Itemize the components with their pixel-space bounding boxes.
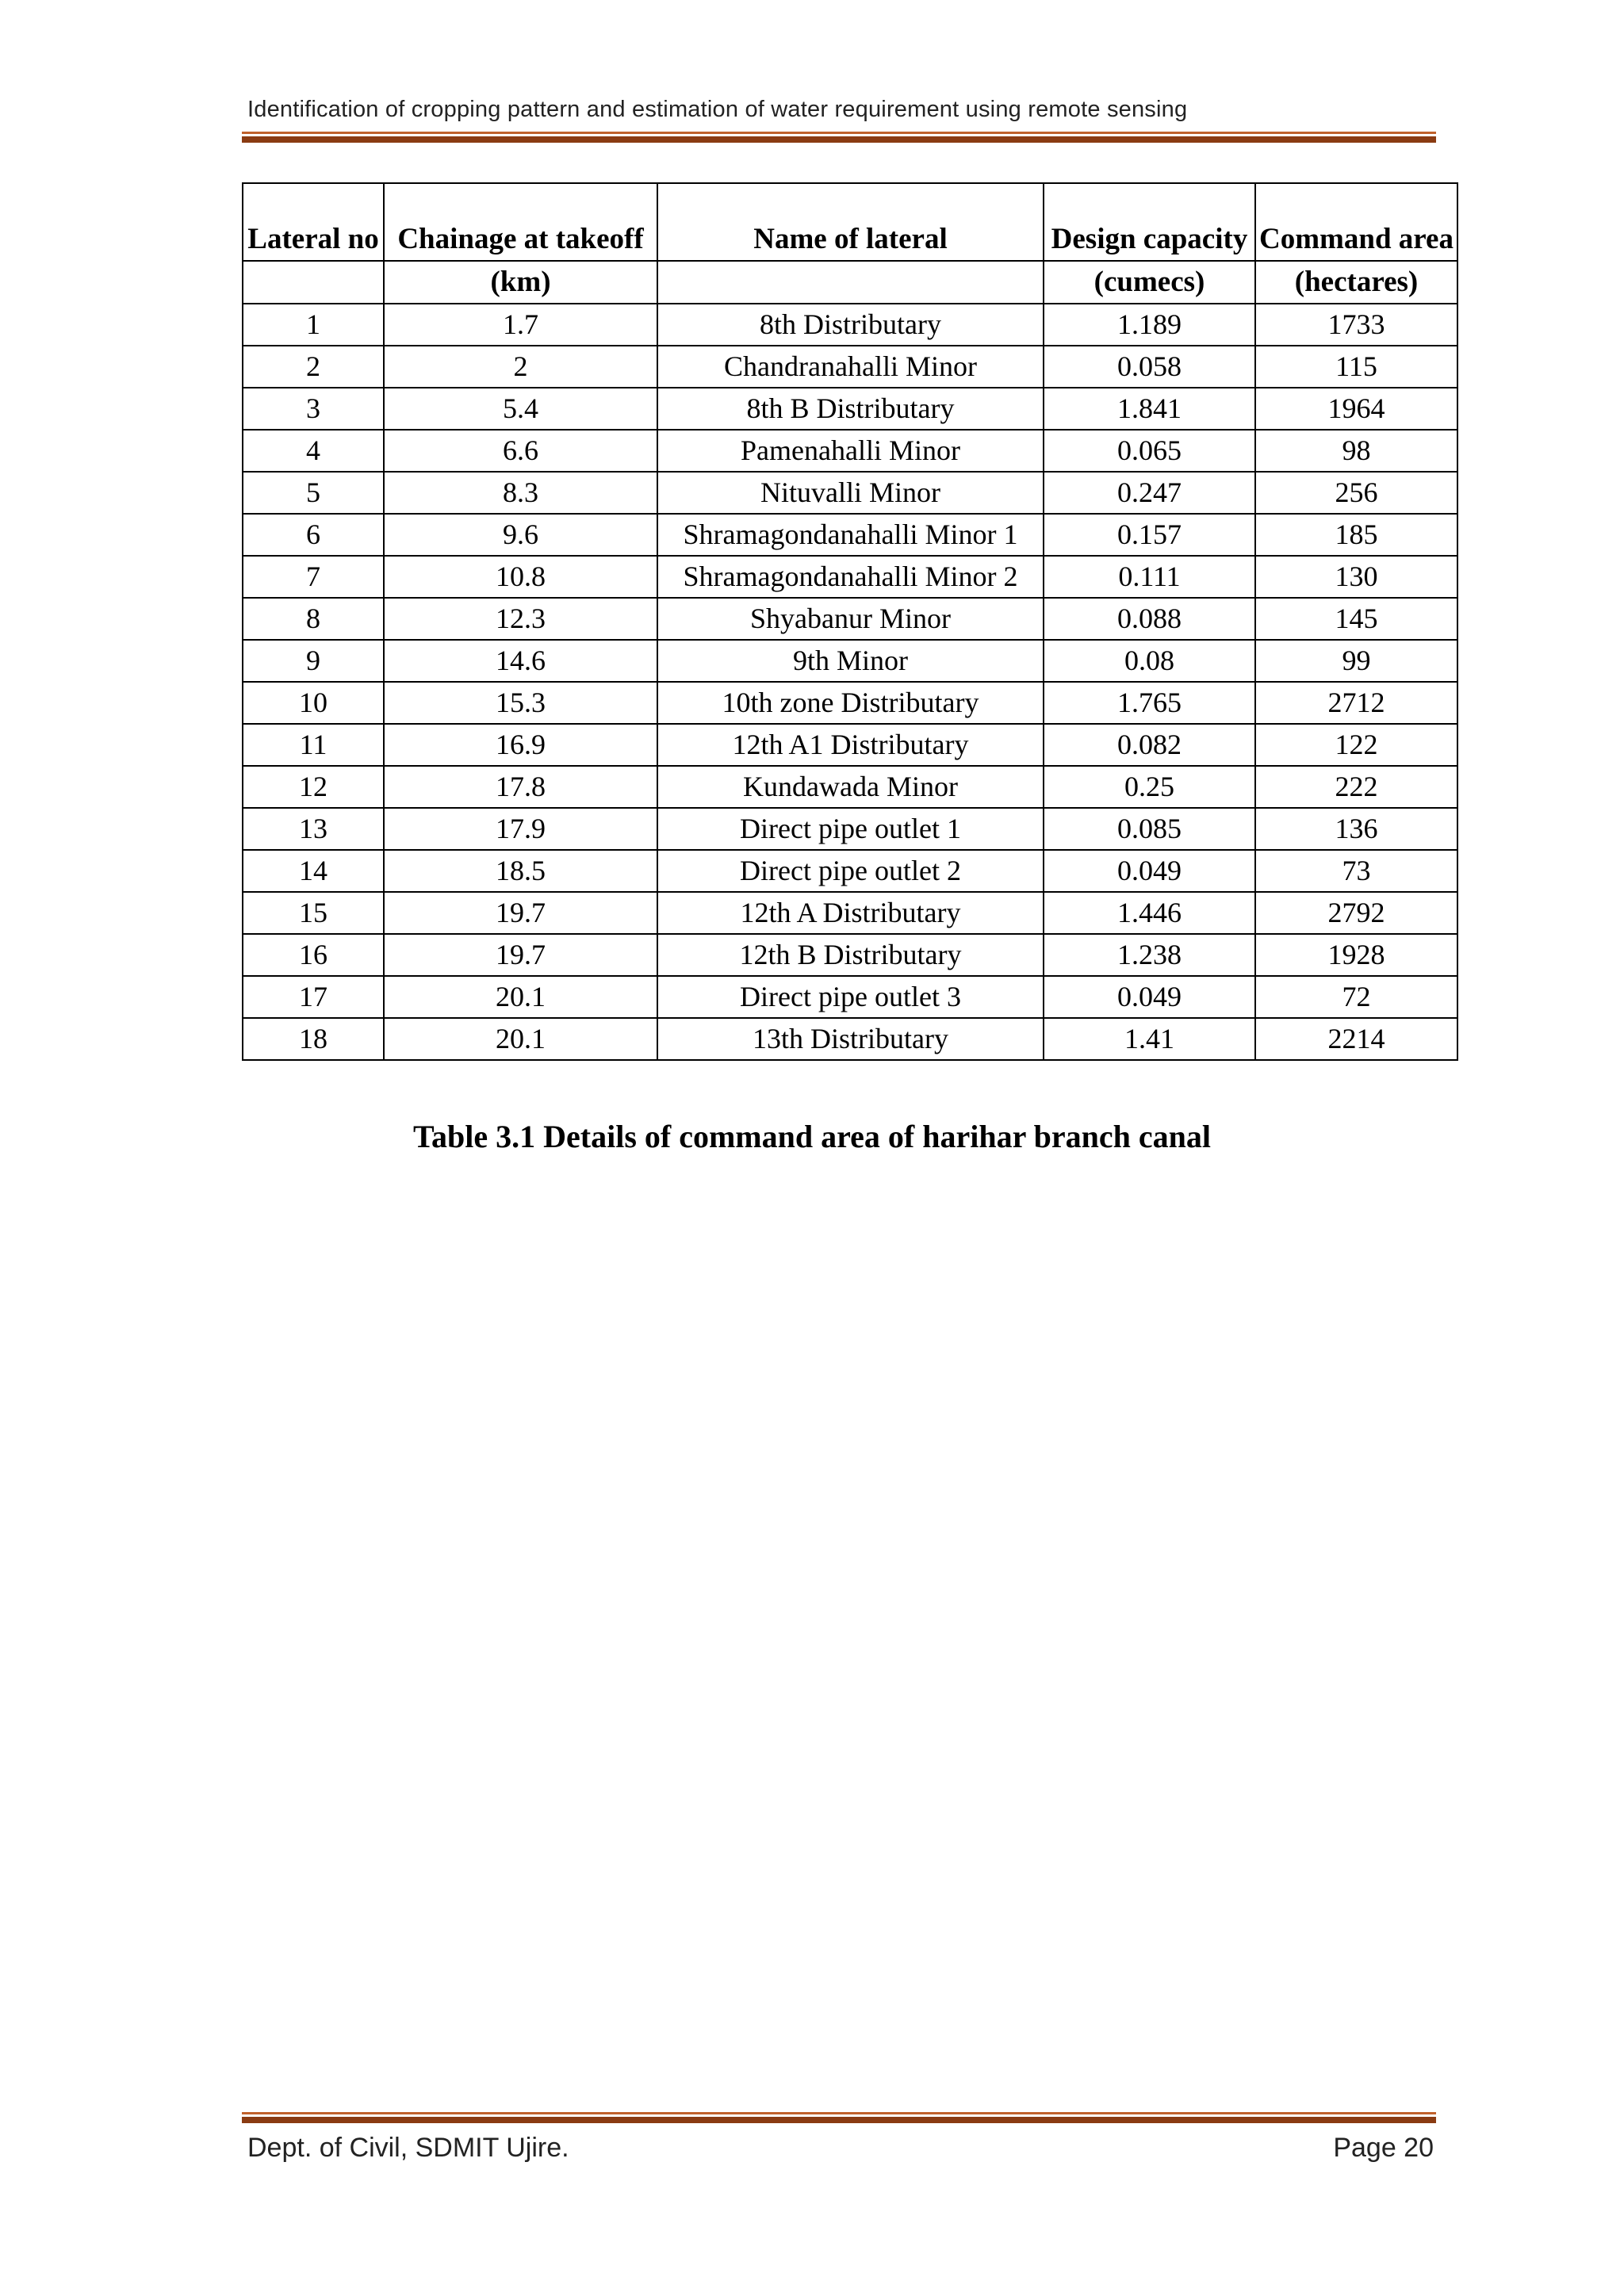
table-row (243, 892, 1457, 934)
cell-command-area: 2792 (1255, 892, 1457, 934)
table-row (243, 346, 1457, 388)
cell-name: 8th Distributary (657, 304, 1044, 346)
cell-design-capacity: 0.082 (1044, 724, 1255, 766)
cell-lateral-no: 14 (243, 850, 384, 892)
table-units-row (243, 261, 1457, 304)
table-row (243, 388, 1457, 430)
table-header-row (243, 183, 1457, 261)
header-chainage: Chainage at takeoff (384, 183, 657, 261)
cell-chainage: 19.7 (384, 892, 657, 934)
cell-chainage: 20.1 (384, 976, 657, 1018)
cell-command-area: 122 (1255, 724, 1457, 766)
cell-command-area: 1733 (1255, 304, 1457, 346)
cell-chainage: 2 (384, 346, 657, 388)
cell-command-area: 130 (1255, 556, 1457, 598)
header-lateral-no: Lateral no (243, 183, 384, 261)
cell-design-capacity: 0.25 (1044, 766, 1255, 808)
unit-command-area: (hectares) (1255, 261, 1457, 304)
cell-command-area: 115 (1255, 346, 1457, 388)
cell-design-capacity: 0.247 (1044, 472, 1255, 514)
cell-name: Shyabanur Minor (657, 598, 1044, 640)
cell-lateral-no: 7 (243, 556, 384, 598)
footer-department: Dept. of Civil, SDMIT Ujire. (247, 2133, 569, 2163)
table-row (243, 724, 1457, 766)
cell-name: 12th A1 Distributary (657, 724, 1044, 766)
cell-lateral-no: 5 (243, 472, 384, 514)
cell-command-area: 136 (1255, 808, 1457, 850)
cell-lateral-no: 4 (243, 430, 384, 472)
cell-command-area: 72 (1255, 976, 1457, 1018)
table-row (243, 556, 1457, 598)
cell-chainage: 15.3 (384, 682, 657, 724)
cell-lateral-no: 2 (243, 346, 384, 388)
cell-lateral-no: 16 (243, 934, 384, 976)
table-row (243, 766, 1457, 808)
cell-chainage: 14.6 (384, 640, 657, 682)
cell-lateral-no: 12 (243, 766, 384, 808)
cell-chainage: 17.9 (384, 808, 657, 850)
cell-design-capacity: 0.088 (1044, 598, 1255, 640)
table-row (243, 976, 1457, 1018)
cell-lateral-no: 3 (243, 388, 384, 430)
cell-name: Direct pipe outlet 3 (657, 976, 1044, 1018)
table-row (243, 808, 1457, 850)
table-row (243, 514, 1457, 556)
cell-name: Shramagondanahalli Minor 2 (657, 556, 1044, 598)
cell-name: Nituvalli Minor (657, 472, 1044, 514)
cell-name: 12th A Distributary (657, 892, 1044, 934)
table-row (243, 682, 1457, 724)
cell-name: 13th Distributary (657, 1018, 1044, 1060)
cell-lateral-no: 15 (243, 892, 384, 934)
cell-lateral-no: 1 (243, 304, 384, 346)
cell-chainage: 6.6 (384, 430, 657, 472)
table-body (243, 304, 1457, 1060)
cell-name: Shramagondanahalli Minor 1 (657, 514, 1044, 556)
cell-chainage: 12.3 (384, 598, 657, 640)
cell-name: Kundawada Minor (657, 766, 1044, 808)
cell-name: Pamenahalli Minor (657, 430, 1044, 472)
cell-command-area: 99 (1255, 640, 1457, 682)
cell-lateral-no: 11 (243, 724, 384, 766)
cell-lateral-no: 13 (243, 808, 384, 850)
cell-name: Chandranahalli Minor (657, 346, 1044, 388)
cell-lateral-no: 10 (243, 682, 384, 724)
unit-name (657, 261, 1044, 304)
cell-design-capacity: 1.446 (1044, 892, 1255, 934)
cell-name: 10th zone Distributary (657, 682, 1044, 724)
cell-design-capacity: 1.238 (1044, 934, 1255, 976)
cell-command-area: 222 (1255, 766, 1457, 808)
cell-chainage: 17.8 (384, 766, 657, 808)
cell-chainage: 10.8 (384, 556, 657, 598)
command-area-table (242, 182, 1458, 1061)
table-row (243, 598, 1457, 640)
cell-command-area: 2712 (1255, 682, 1457, 724)
cell-command-area: 2214 (1255, 1018, 1457, 1060)
running-header: Identification of cropping pattern and estimation of water requirement using remote sensing (247, 97, 1188, 122)
cell-command-area: 256 (1255, 472, 1457, 514)
cell-design-capacity: 1.189 (1044, 304, 1255, 346)
cell-command-area: 1928 (1255, 934, 1457, 976)
cell-design-capacity: 1.765 (1044, 682, 1255, 724)
unit-lateral-no (243, 261, 384, 304)
page-number: Page 20 (1333, 2133, 1434, 2163)
cell-command-area: 98 (1255, 430, 1457, 472)
header-command-area: Command area (1255, 183, 1457, 261)
unit-chainage: (km) (384, 261, 657, 304)
cell-name: 12th B Distributary (657, 934, 1044, 976)
table-caption: Table 3.1 Details of command area of harihar branch canal (413, 1119, 1211, 1154)
cell-lateral-no: 18 (243, 1018, 384, 1060)
cell-name: Direct pipe outlet 2 (657, 850, 1044, 892)
cell-chainage: 1.7 (384, 304, 657, 346)
cell-design-capacity: 0.08 (1044, 640, 1255, 682)
cell-command-area: 73 (1255, 850, 1457, 892)
table-row (243, 850, 1457, 892)
cell-chainage: 8.3 (384, 472, 657, 514)
table-row (243, 640, 1457, 682)
cell-lateral-no: 17 (243, 976, 384, 1018)
cell-lateral-no: 9 (243, 640, 384, 682)
header-rule (242, 132, 1436, 143)
cell-design-capacity: 0.065 (1044, 430, 1255, 472)
cell-design-capacity: 1.41 (1044, 1018, 1255, 1060)
cell-chainage: 18.5 (384, 850, 657, 892)
cell-chainage: 9.6 (384, 514, 657, 556)
table-row (243, 934, 1457, 976)
cell-chainage: 16.9 (384, 724, 657, 766)
cell-command-area: 1964 (1255, 388, 1457, 430)
cell-command-area: 145 (1255, 598, 1457, 640)
cell-design-capacity: 0.049 (1044, 976, 1255, 1018)
cell-design-capacity: 0.111 (1044, 556, 1255, 598)
footer-rule (242, 2112, 1436, 2123)
table-row (243, 304, 1457, 346)
header-name: Name of lateral (657, 183, 1044, 261)
table-row (243, 430, 1457, 472)
cell-chainage: 19.7 (384, 934, 657, 976)
cell-lateral-no: 8 (243, 598, 384, 640)
cell-chainage: 20.1 (384, 1018, 657, 1060)
cell-name: 9th Minor (657, 640, 1044, 682)
table-row (243, 1018, 1457, 1060)
unit-design-capacity: (cumecs) (1044, 261, 1255, 304)
cell-design-capacity: 0.058 (1044, 346, 1255, 388)
cell-design-capacity: 0.157 (1044, 514, 1255, 556)
cell-name: Direct pipe outlet 1 (657, 808, 1044, 850)
cell-design-capacity: 1.841 (1044, 388, 1255, 430)
cell-design-capacity: 0.085 (1044, 808, 1255, 850)
cell-chainage: 5.4 (384, 388, 657, 430)
cell-name: 8th B Distributary (657, 388, 1044, 430)
table-row (243, 472, 1457, 514)
cell-lateral-no: 6 (243, 514, 384, 556)
cell-command-area: 185 (1255, 514, 1457, 556)
cell-design-capacity: 0.049 (1044, 850, 1255, 892)
header-design-capacity: Design capacity (1044, 183, 1255, 261)
